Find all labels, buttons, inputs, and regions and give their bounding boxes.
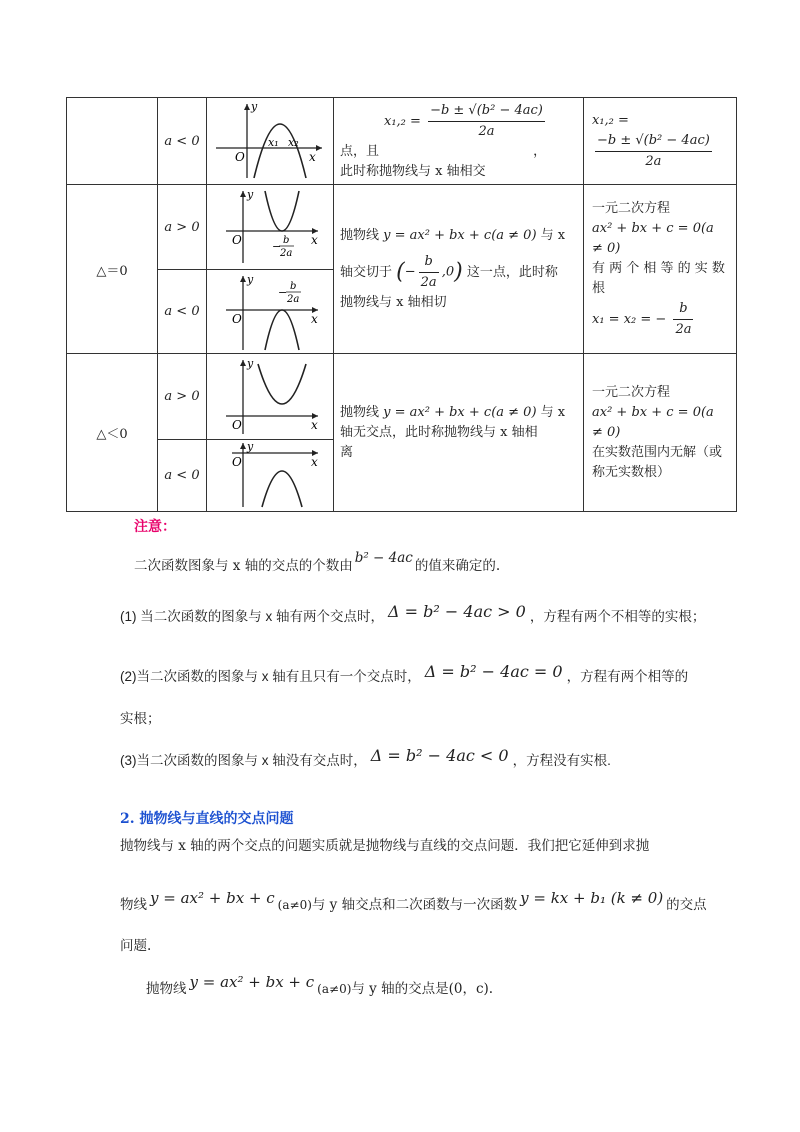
x1-label: x₁ <box>268 136 279 149</box>
origin-label: O <box>232 454 242 469</box>
delta-cell <box>67 98 158 185</box>
vertex-num: b <box>283 235 290 246</box>
note-item-1: (1) 当二次函数的图象与 x 轴有两个交点时， Δ = b² − 4ac > 0 ，方程有两个不相等的实根； <box>120 602 706 624</box>
graph-cell <box>207 270 334 354</box>
parabola-down-tangent-graph <box>210 272 330 352</box>
x-axis-label: x <box>309 150 316 164</box>
roots-cell: 一元二次方程 ax² + bx + c = 0(a ≠ 0) 在实数范围内无解（或 称无实数根） <box>584 354 737 512</box>
a-condition: a > 0 <box>158 354 207 440</box>
roots-cell: 一元二次方程 ax² + bx + c = 0(a ≠ 0) 有 两 个 相 等 的 实 数 根 x₁ = x₂ = − $\frac{b}{2a}$ <box>584 185 737 354</box>
graph-cell <box>207 185 334 270</box>
y-axis-label: y <box>247 440 254 453</box>
roots-cell <box>584 98 737 185</box>
quadratic-equation: ax² + bx + c = 0(a ≠ 0) <box>592 404 714 440</box>
vertex-den: 2a <box>287 293 300 305</box>
section-paragraph-4: 抛物线 y = ax² + bx + c (a≠0)与 y 轴的交点是(0，c). <box>146 973 494 997</box>
section-paragraph-1: 抛物线与 x 轴的两个交点的问题实质就是抛物线与直线的交点问题．我们把它延伸到求抛 <box>120 838 650 854</box>
description-cell: 抛物线 y = ax² + bx + c(a ≠ 0) 与 x 轴交切于 (− $\frac{b}{2a}$ ,0) 这一点，此时称 抛物线与 x 轴相切 <box>334 185 584 354</box>
vertex-num: b <box>290 280 297 292</box>
vertex-minus: − <box>272 240 282 253</box>
graph-cell <box>207 440 334 512</box>
section-paragraph-3: 问题. <box>120 938 152 954</box>
discriminant-table <box>66 97 737 512</box>
a-condition: a < 0 <box>158 270 207 354</box>
graph-cell <box>207 354 334 440</box>
section-title: 2. 抛物线与直线的交点问题 <box>120 811 294 827</box>
graph-cell <box>207 98 334 185</box>
y-axis-label: y <box>247 188 254 201</box>
roots-formula-lhs: x₁,₂ = <box>592 112 629 128</box>
parabola-up-tangent-graph <box>210 187 330 267</box>
origin-label: O <box>232 311 242 326</box>
a-condition: a > 0 <box>158 185 207 270</box>
y-axis-label: y <box>247 272 254 286</box>
table-row <box>67 354 737 440</box>
note-item-2: (2)当二次函数的图象与 x 轴有且只有一个交点时， Δ = b² − 4ac = 0 ，方程有两个相等的 <box>120 662 689 684</box>
origin-label: O <box>232 233 242 247</box>
parabola-equation: y = ax² + bx + c(a ≠ 0) <box>383 227 537 243</box>
delta-zero-cell: △＝0 <box>67 185 158 354</box>
a-condition: a < 0 <box>158 98 207 185</box>
note-title: 注意： <box>134 519 176 535</box>
origin-label: O <box>235 150 245 164</box>
note-item-2-cont: 实根； <box>120 711 161 726</box>
vertex-minus: − <box>278 285 288 299</box>
vertex-den: 2a <box>280 248 293 259</box>
description-cell: 抛物线 y = ax² + bx + c(a ≠ 0) 与 x 轴无交点，此时称抛物线与 x 轴相 离 <box>334 354 584 512</box>
y-axis-label: y <box>251 100 258 113</box>
roots-formula-lhs: x₁,₂ = <box>384 113 421 129</box>
roots-formula-fraction: $\frac{\text{−b ± √(b² − 4ac)}}{2a}$ <box>430 102 543 139</box>
section-paragraph-2: 物线 y = ax² + bx + c (a≠0)与 y 轴交点和二次函数与一次函数 y = kx + b₁ (k ≠ 0) 的交点 <box>120 889 707 913</box>
equal-roots-lhs: x₁ = x₂ = − <box>592 311 667 327</box>
roots-formula-fraction: $\frac{\text{−b ± √(b² − 4ac)}}{2a}$ <box>597 132 710 169</box>
description-cell: x₁,₂ = $\frac{\text{−b ± √(b² − 4ac)}}{2a}$ 点，且 ， 此时称抛物线与 x 轴相交 <box>334 98 584 185</box>
origin-label: O <box>232 417 242 432</box>
quadratic-equation: ax² + bx + c = 0(a ≠ 0) <box>592 220 714 256</box>
x-axis-label: x <box>311 454 318 469</box>
desc-sentence: 此时称抛物线与 x 轴相交 <box>340 163 486 179</box>
equal-roots-fraction: $\frac{b}{2a}$ <box>675 300 692 337</box>
parabola-down-two-roots-graph <box>210 100 330 182</box>
note-item-3: (3)当二次函数的图象与 x 轴没有交点时， Δ = b² − 4ac < 0 ，方程没有实根. <box>120 746 611 768</box>
x2-label: x₂ <box>288 136 299 149</box>
x-axis-label: x <box>311 311 318 326</box>
note-intro: 二次函数图象与 x 轴的交点的个数由 b² − 4ac 的值来确定的. <box>134 550 501 574</box>
x-axis-label: x <box>311 417 318 432</box>
a-condition: a < 0 <box>158 440 207 512</box>
parabola-up-no-roots-graph <box>210 356 330 438</box>
table-row <box>67 98 737 185</box>
parabola-down-no-roots-graph <box>210 441 330 511</box>
tangent-point-fraction: $\frac{b}{2a}$ <box>420 253 437 290</box>
y-axis-label: y <box>247 356 254 370</box>
desc-prefix: 点，且 <box>340 143 380 159</box>
x-axis-label: x <box>311 233 318 247</box>
delta-negative-cell: △＜0 <box>67 354 158 512</box>
table-row <box>67 185 737 270</box>
parabola-equation: y = ax² + bx + c(a ≠ 0) <box>383 404 537 420</box>
